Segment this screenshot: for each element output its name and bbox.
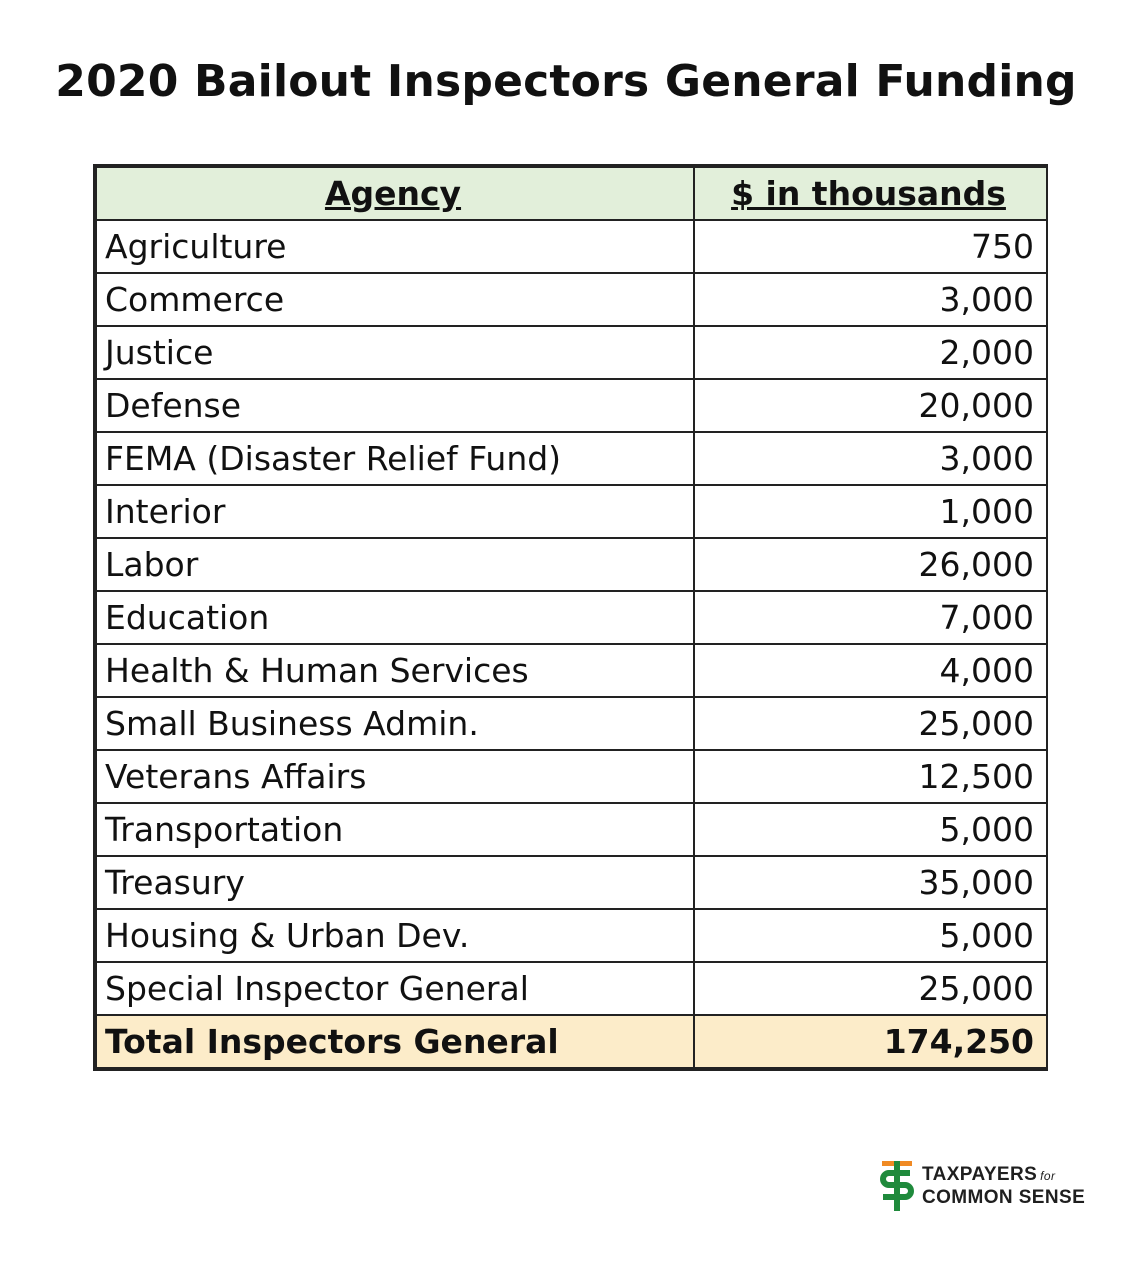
logo-word-for: for	[1040, 1169, 1056, 1183]
amount-cell: 7,000	[694, 591, 1047, 644]
funding-table-container	[93, 164, 1048, 1071]
amount-cell: 1,000	[694, 485, 1047, 538]
amount-cell: 5,000	[694, 909, 1047, 962]
logo-word-taxpayers: TAXPAYERS	[922, 1164, 1038, 1185]
amount-cell: 2,000	[694, 326, 1047, 379]
funding-table	[95, 166, 1048, 1069]
agency-cell: Education	[96, 591, 694, 644]
agency-cell: Defense	[96, 379, 694, 432]
logo-line-1	[922, 1165, 1085, 1184]
amount-cell: 750	[694, 220, 1047, 273]
logo-text	[922, 1165, 1085, 1207]
agency-cell: Agriculture	[96, 220, 694, 273]
table-row	[96, 750, 1047, 803]
amount-cell: 25,000	[694, 962, 1047, 1015]
total-label: Total Inspectors General	[96, 1015, 694, 1068]
agency-cell: Labor	[96, 538, 694, 591]
agency-cell: Treasury	[96, 856, 694, 909]
table-row	[96, 485, 1047, 538]
header-amount: $ in thousands	[694, 167, 1047, 220]
agency-cell: Veterans Affairs	[96, 750, 694, 803]
table-row	[96, 697, 1047, 750]
table-row	[96, 538, 1047, 591]
table-row	[96, 909, 1047, 962]
amount-cell: 20,000	[694, 379, 1047, 432]
dollar-sign-logo-icon	[880, 1161, 914, 1211]
header-agency: Agency	[96, 167, 694, 220]
page-title: 2020 Bailout Inspectors General Funding	[55, 56, 1077, 107]
table-row	[96, 432, 1047, 485]
logo-line-2: COMMON SENSE	[922, 1187, 1086, 1208]
agency-cell: Commerce	[96, 273, 694, 326]
agency-cell: Housing & Urban Dev.	[96, 909, 694, 962]
amount-cell: 26,000	[694, 538, 1047, 591]
agency-cell: Small Business Admin.	[96, 697, 694, 750]
agency-cell: Interior	[96, 485, 694, 538]
table-header	[96, 167, 1047, 220]
table-row	[96, 220, 1047, 273]
agency-cell: Transportation	[96, 803, 694, 856]
amount-cell: 4,000	[694, 644, 1047, 697]
table-row	[96, 803, 1047, 856]
table-row	[96, 379, 1047, 432]
table-row	[96, 591, 1047, 644]
amount-cell: 3,000	[694, 273, 1047, 326]
amount-cell: 25,000	[694, 697, 1047, 750]
amount-cell: 3,000	[694, 432, 1047, 485]
amount-cell: 35,000	[694, 856, 1047, 909]
taxpayers-for-common-sense-logo	[880, 1161, 1085, 1211]
agency-cell: Health & Human Services	[96, 644, 694, 697]
table-row	[96, 326, 1047, 379]
table-row	[96, 644, 1047, 697]
amount-cell: 12,500	[694, 750, 1047, 803]
table-row	[96, 273, 1047, 326]
table-body	[96, 220, 1047, 1068]
amount-cell: 5,000	[694, 803, 1047, 856]
agency-cell: Special Inspector General	[96, 962, 694, 1015]
header-row	[96, 167, 1047, 220]
table-row	[96, 962, 1047, 1015]
agency-cell: Justice	[96, 326, 694, 379]
total-amount: 174,250	[694, 1015, 1047, 1068]
agency-cell: FEMA (Disaster Relief Fund)	[96, 432, 694, 485]
total-row	[96, 1015, 1047, 1068]
table-row	[96, 856, 1047, 909]
